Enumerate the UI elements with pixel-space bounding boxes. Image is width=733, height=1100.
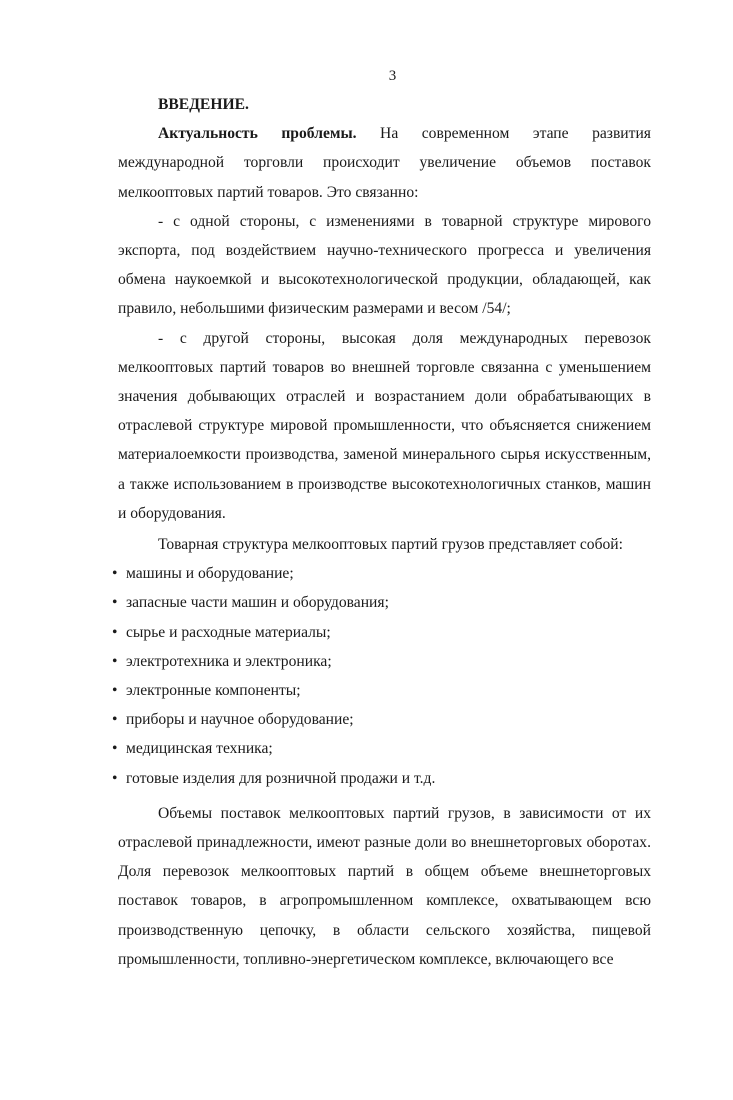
bullet-icon: •	[112, 682, 118, 700]
bullet-icon: •	[112, 711, 118, 729]
closing-paragraph: Объемы поставок мелкооптовых партий грузов, в зависимости от их отраслевой принадлежности, имеют разные доли во внешнеторговых оборотах. Доля перевозок мелкооптовых партий в общем объеме внешнеторговых поставок товаров, в агропромышленном комплексе, охватывающем всю производственную цепочку, в области сельского хозяйства, пищевой промышленности, топливно-энергетическом комплексе, включающего все	[118, 804, 651, 968]
list-item	[112, 559, 651, 588]
goods-structure-list	[112, 559, 651, 793]
intro-paragraph	[118, 119, 651, 207]
list-item	[112, 588, 651, 617]
list-item	[112, 764, 651, 793]
list-item	[112, 647, 651, 676]
list-item-text: готовые изделия для розничной продажи и т.д.	[126, 769, 436, 787]
bullet-icon: •	[112, 623, 118, 641]
list-item-text: электротехника и электроника;	[126, 652, 332, 670]
bullet-icon: •	[112, 652, 118, 670]
intro-text: На современном этапе развития международной торговли происходит увеличение объемов поставок мелкооптовых партий товаров. Это связанно:	[118, 125, 651, 201]
section-heading: ВВЕДЕНИЕ.	[158, 96, 249, 113]
document-body	[112, 90, 651, 974]
dash-item-2: - с другой стороны, высокая доля международных перевозок мелкооптовых партий товаров во внешней торговле связанна с уменьшением значения добывающих отраслей и возрастанием доли обрабатывающих в отраслевой структуре мировой промышленности, что объясняется снижением материалоемкости производства, заменой минерального сырья искусственным, а также использованием в производстве высокотехнологичных станков, машин и оборудования.	[118, 329, 651, 522]
bullet-icon: •	[112, 565, 118, 583]
list-item	[112, 676, 651, 705]
bullet-icon: •	[112, 594, 118, 612]
list-item	[112, 734, 651, 763]
bullet-icon: •	[112, 740, 118, 758]
dash-item-1: - с одной стороны, с изменениями в товарной структуре мирового экспорта, под воздействием научно-технического прогресса и увеличения обмена наукоемкой и высокотехнологической продукции, обладающей, как правило, небольшими физическим размерами и весом /54/;	[118, 212, 651, 318]
list-item-text: электронные компоненты;	[126, 682, 301, 700]
list-item-text: медицинская техника;	[126, 740, 273, 758]
bullet-icon: •	[112, 769, 118, 787]
list-item-text: приборы и научное оборудование;	[126, 711, 354, 729]
list-item-text: сырье и расходные материалы;	[126, 623, 331, 641]
page-number: 3	[388, 68, 397, 84]
list-item-text: запасные части машин и оборудования;	[126, 594, 389, 612]
list-intro: Товарная структура мелкооптовых партий грузов представляет собой:	[158, 536, 623, 554]
list-item	[112, 618, 651, 647]
list-item-text: машины и оборудование;	[126, 565, 294, 583]
intro-bold-lead: Актуальность проблемы.	[158, 125, 357, 143]
list-item	[112, 705, 651, 734]
